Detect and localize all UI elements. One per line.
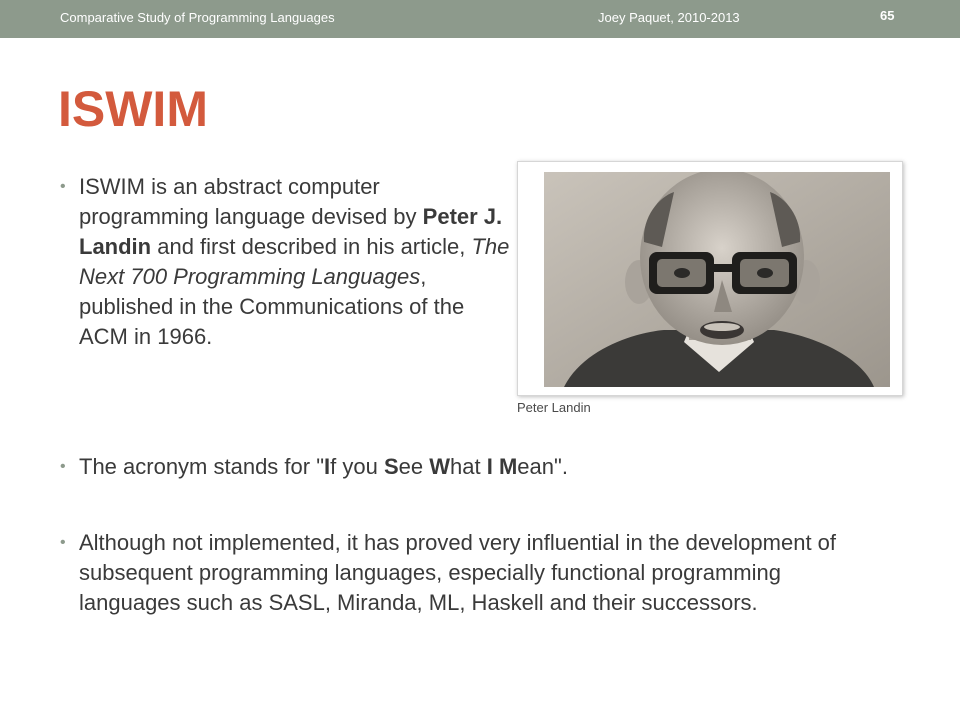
course-title: Comparative Study of Programming Languages: [60, 10, 335, 25]
photo-caption: Peter Landin: [517, 400, 591, 415]
slide-title: ISWIM: [58, 81, 208, 137]
portrait-photo: [544, 172, 890, 387]
bullet-text: The acronym stands for "If you See What I Mean".: [79, 454, 568, 479]
bullet-iswim-definition: [60, 172, 510, 352]
bullet-icon: •: [60, 178, 66, 195]
header-bar: [0, 0, 960, 38]
portrait-frame: [517, 161, 903, 396]
author-credit: Joey Paquet, 2010-2013: [598, 10, 740, 25]
page-number: 65: [880, 8, 895, 23]
bullet-influence: [60, 528, 880, 618]
bullet-icon: •: [60, 458, 66, 475]
bullet-icon: •: [60, 534, 66, 551]
bullet-text: ISWIM is an abstract computer programming language devised by Peter J. Landin and first described in his article, The Next 700 Programming Languages, published in the Communications of the ACM in 1966.: [79, 174, 510, 349]
landin-name: Peter J. Landin: [79, 204, 503, 259]
article-title: The Next 700 Programming Languages: [79, 234, 510, 289]
bullet-acronym: [60, 452, 900, 482]
bullet-text: Although not implemented, it has proved very influential in the development of subsequent programming languages, especially functional programming languages such as SASL, Miranda, ML, Haskell and their successors.: [79, 530, 837, 615]
